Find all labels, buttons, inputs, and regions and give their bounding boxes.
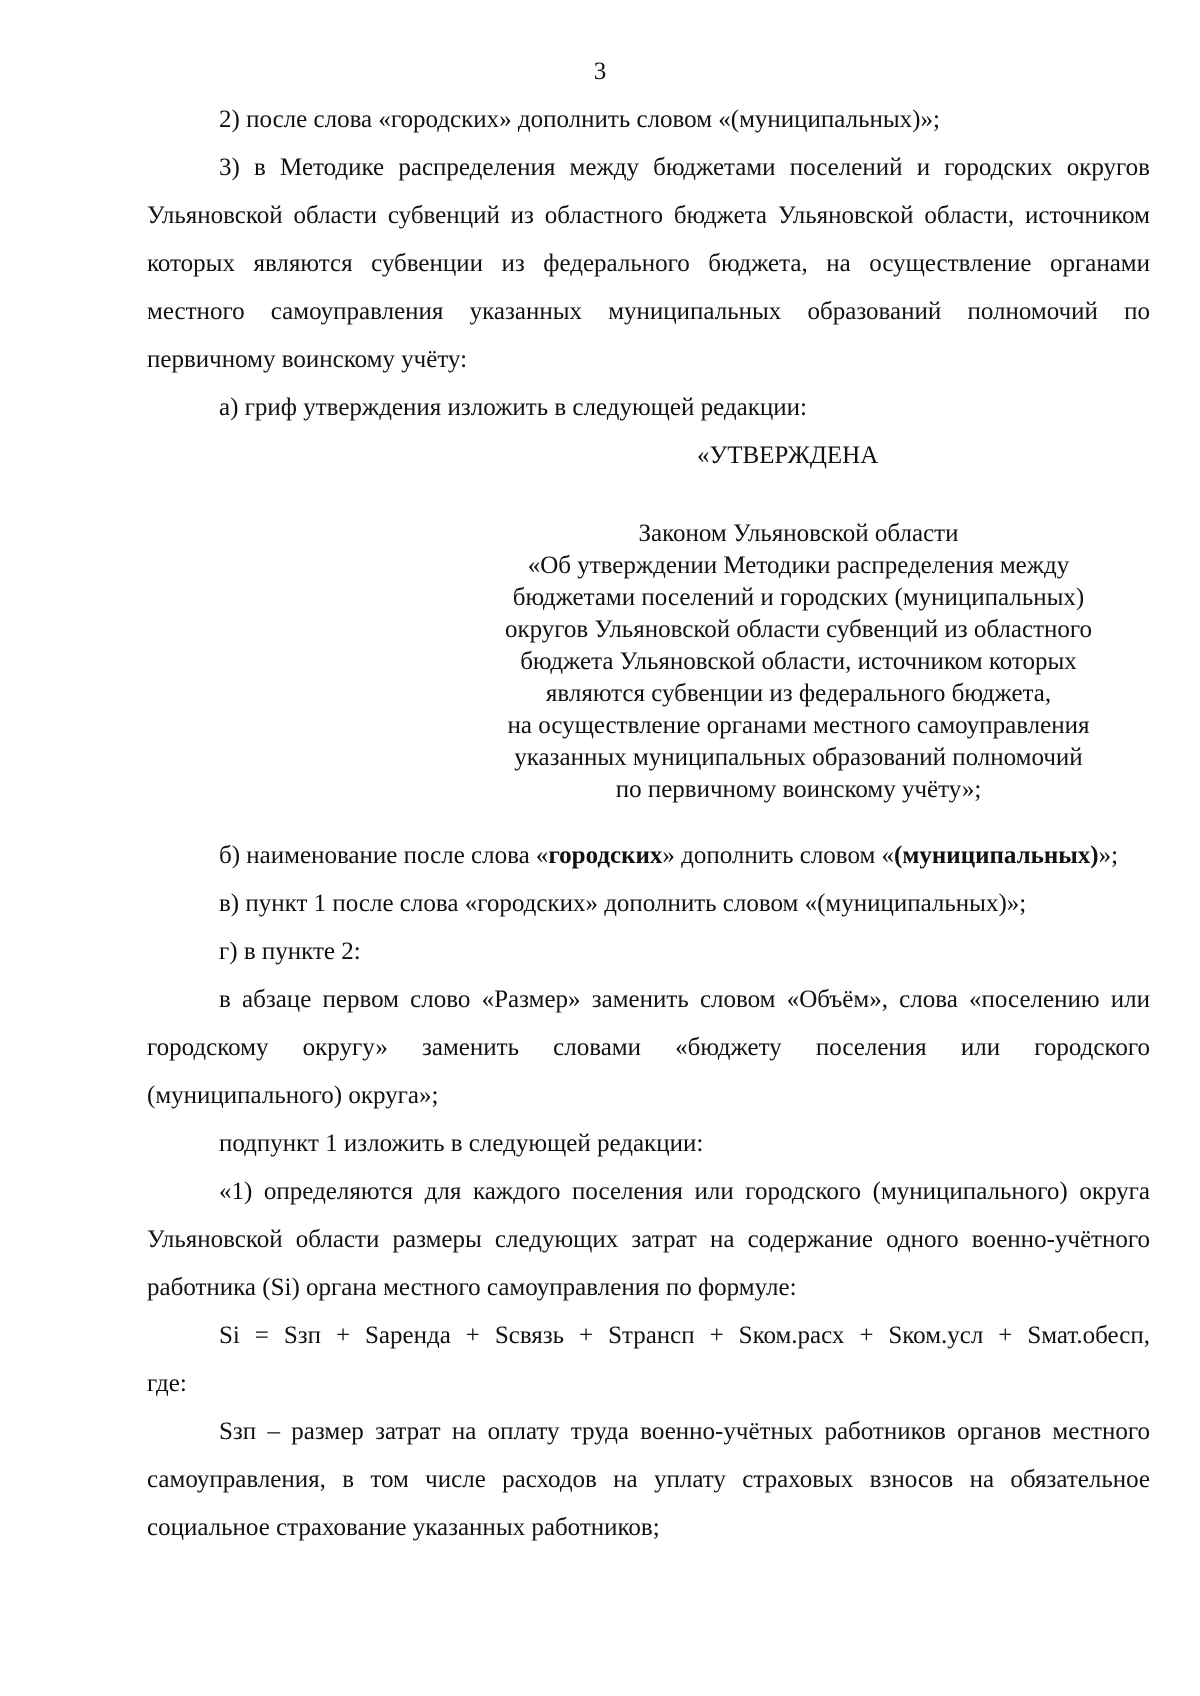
approval-line: округов Ульяновской области субвенций из областного (504, 616, 1093, 643)
approval-title: «УТВЕРЖДЕНА (697, 442, 879, 469)
approval-line: бюджета Ульяновской области, источником которых (520, 648, 1077, 675)
approval-line: бюджетами поселений и городских (муниципальных) (512, 584, 1085, 611)
approval-line: по первичному воинскому учёту»; (615, 776, 982, 803)
document-body (147, 96, 1150, 1552)
approval-line: «Об утверждении Методики распределения между (527, 552, 1070, 579)
approval-stamp-block (147, 518, 1150, 806)
formula-where: где: (147, 1370, 187, 1397)
approval-line: являются субвенции из федерального бюджета, (545, 680, 1052, 707)
item-b-text: »; (1098, 842, 1119, 869)
item-b-bold-word: (муниципальных) (894, 842, 1099, 869)
paragraph-definition: «1) определяются для каждого поселения или городского (муниципального) округа Ульяновской области размеры следующих затрат на содержание одного военно-учётного работника (Si) органа местного самоуправления по формуле: (147, 1178, 1150, 1301)
approval-line: указанных муниципальных образований полномочий (514, 744, 1083, 771)
approval-line: Законом Ульяновской области (638, 520, 959, 547)
paragraph-item-3: 3) в Методике распределения между бюджетами поселений и городских округов Ульяновской области субвенций из областного бюджета Ульяновской области, источником которых являются субвенции из федерального бюджета, на осуществление органами местного самоуправления указанных муниципальных образований полномочий по первичному воинскому учёту: (147, 154, 1150, 373)
formula-si: Si = Sзп + Sаренда + Sсвязь + Sтрансп + Sком.расх + Sком.усл + Sмат.обесп, (219, 1322, 1150, 1349)
approval-line: на осуществление органами местного самоуправления (507, 712, 1090, 739)
paragraph-item-2: 2) после слова «городских» дополнить словом «(муниципальных)»; (219, 106, 940, 133)
paragraph-abzac: в абзаце первом слово «Размер» заменить словом «Объём», слова «поселению или городскому округу» заменить словами «бюджету поселения или городского (муниципального) округа»; (147, 986, 1150, 1109)
page-number: 3 (593, 58, 607, 85)
item-b-text: » дополнить словом « (662, 842, 895, 869)
paragraph-podpunkt: подпункт 1 изложить в следующей редакции: (219, 1130, 704, 1157)
paragraph-item-v: в) пункт 1 после слова «городских» дополнить словом «(муниципальных)»; (219, 890, 1027, 917)
item-b-bold-word: городских (548, 842, 663, 869)
item-b-text: б) наименование после слова « (219, 842, 549, 869)
paragraph-szp: Sзп – размер затрат на оплату труда военно-учётных работников органов местного самоуправления, в том числе расходов на уплату страховых взносов на обязательное социальное страхование указанных работников; (147, 1418, 1150, 1541)
paragraph-item-g: г) в пункте 2: (219, 938, 361, 965)
paragraph-item-a: а) гриф утверждения изложить в следующей редакции: (219, 394, 807, 421)
paragraph-item-b (147, 832, 1150, 880)
